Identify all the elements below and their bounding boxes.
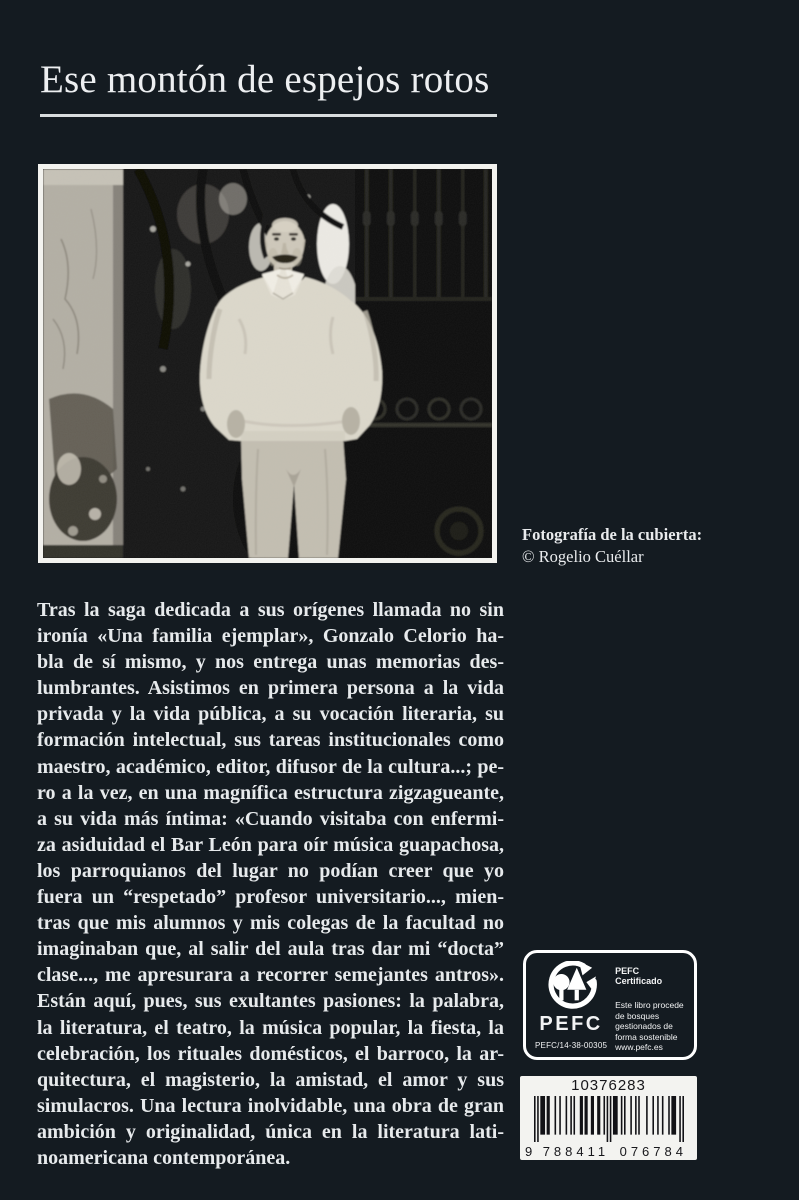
barcode-bars (534, 1096, 684, 1142)
blurb-line: imaginaban que, al salir del aula tras dar mi “docta” (37, 938, 504, 961)
pefc-license-code: PEFC/14-38-00305 (535, 1041, 608, 1050)
blurb-line: formación intelectual, sus tareas institucionales como (37, 729, 504, 752)
back-cover-blurb (37, 597, 504, 1171)
blurb-line: bla de sí mismo, y nos entrega unas memorias des- (37, 651, 504, 674)
pefc-wordmark: PEFC (539, 1012, 603, 1035)
blurb-line: za asiduidad el Bar León para oír música guapachosa, (37, 833, 504, 856)
blurb-line: maestro, académico, editor, difusor de la cultura...; pe- (37, 755, 504, 778)
cover-photo (38, 164, 497, 563)
barcode-panel (520, 1076, 697, 1160)
blurb-line: clase..., me apresurara a recorrer semejantes antros». (37, 964, 504, 987)
blurb-line: celebración, los rituales domésticos, el barroco, la ar- (37, 1042, 504, 1065)
pefc-website: www.pefc.es (615, 1042, 663, 1052)
blurb-line: tras que mis alumnos y mis colegas de la facultad no (37, 912, 504, 935)
pefc-logo-icon (542, 961, 600, 1009)
pefc-logo-column (535, 961, 607, 1050)
pefc-certification-box (523, 950, 697, 1060)
photo-credit (522, 524, 702, 568)
blurb-line: la literatura, el teatro, la música popular, la fiesta, la (37, 1016, 504, 1039)
blurb-line: Están aquí, pues, sus exultantes pasiones: la palabra, (37, 990, 504, 1013)
author-photo-illustration (43, 169, 492, 558)
blurb-line: privada y la vida pública, a su vocación literaria, su (37, 703, 504, 726)
blurb-line: los parroquianos del lugar no podían creer que yo (37, 859, 504, 882)
pefc-certified-label: PEFC Certificado (615, 966, 663, 986)
barcode-top-number: 10376283 (571, 1077, 646, 1094)
blurb-line: simulacros. Una lectura inolvidable, una obra de gran (37, 1094, 504, 1117)
blurb-line: ambición y originalidad, única en la literatura lati- (37, 1120, 504, 1143)
blurb-line: ironía «Una familia ejemplar», Gonzalo Celorio ha- (37, 625, 504, 648)
title-underline (40, 114, 497, 117)
book-title: Ese montón de espejos rotos (40, 58, 490, 101)
pefc-description: Este libro procede de bosques gestionados de forma sostenible (615, 1000, 684, 1042)
blurb-line: Tras la saga dedicada a sus orígenes llamada no sin (37, 599, 504, 621)
blurb-line: fuera un “respetado” profesor universitario..., mien- (37, 886, 504, 909)
barcode-digit-group-2: 788411 (542, 1144, 610, 1159)
blurb-line: a su vida más íntima: «Cuando visitaba con enfermi- (37, 807, 504, 830)
blurb-line: ro a la vez, en una magnífica estructura zigzagueante, (37, 781, 504, 804)
barcode-digits (525, 1144, 687, 1159)
barcode-digit-group-1: 9 (525, 1144, 533, 1159)
photo-credit-name: © Rogelio Cuéllar (522, 547, 644, 566)
blurb-line: lumbrantes. Asistimos en primera persona a la vida (37, 677, 504, 700)
barcode-digit-group-3: 076784 (619, 1144, 687, 1159)
photo-credit-label: Fotografía de la cubierta: (522, 525, 703, 544)
blurb-line: quitectura, el magisterio, la amistad, el amor y sus (37, 1068, 504, 1091)
pefc-text-column (607, 961, 687, 1050)
blurb-line: noamericana contemporánea. (37, 1146, 291, 1169)
